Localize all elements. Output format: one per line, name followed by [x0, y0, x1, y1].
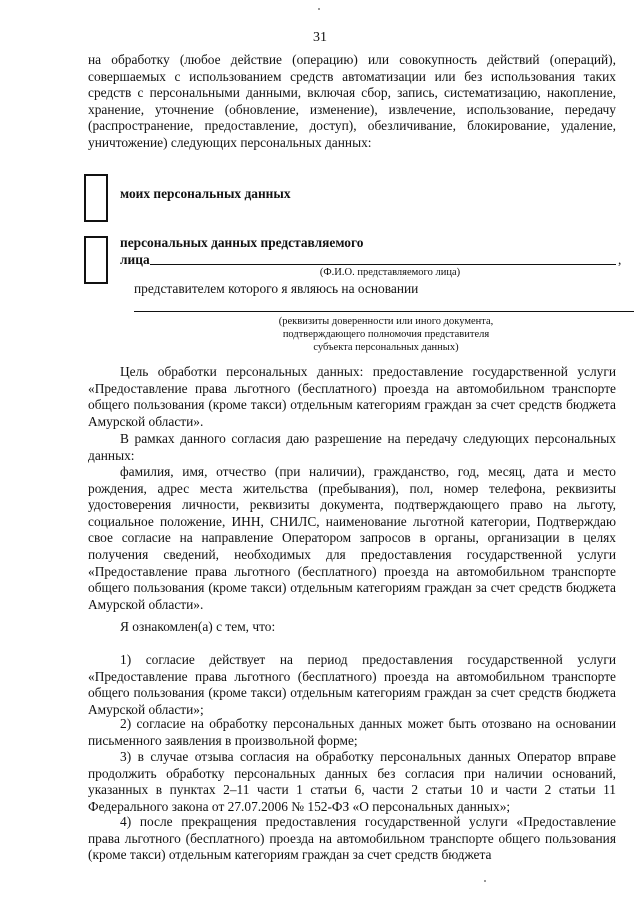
purpose-paragraph: Цель обработки персональных данных: предоставление государственной услуги «Предоставление права льготного (бесплатного) проезда на автомобильном транспорте общего пользования (кроме такси) отдельным категориям граждан за счет средств бюджета Амурской области». — [88, 364, 616, 429]
fio-caption: (Ф.И.О. представляемого лица) — [319, 267, 461, 278]
page-number: 31 — [313, 30, 327, 45]
scan-speck — [318, 8, 320, 10]
clause-1: 1) согласие действует на период предоставления государственной услуги «Предоставление права льготного (бесплатного) проезда на автомобильном транспорте общего пользования (кроме такси) отдельным категориям граждан за счет средств бюджета Амурской области»; — [88, 652, 616, 717]
option-own-data-label: моих персональных данных — [120, 186, 291, 201]
representative-basis-label: представителем которого я являюсь на основании — [134, 281, 419, 296]
option-represented-person-label: лица — [120, 252, 150, 267]
requisites-caption-1: (реквизиты доверенности или иного документа, — [278, 316, 494, 327]
requisites-field[interactable] — [134, 311, 634, 312]
transfer-paragraph: В рамках данного согласия даю разрешение на передачу следующих персональных данных: — [88, 431, 616, 463]
scan-speck — [484, 880, 486, 882]
option-represented-data-label: персональных данных представляемого — [120, 235, 364, 250]
represented-person-name-field[interactable] — [150, 264, 616, 265]
clause-3: 3) в случае отзыва согласия на обработку персональных данных Оператор вправе продолжить обработку персональных данных без согласия при наличии оснований, указанных в пунктах 2–11 части 1 статьи 6, части 2 статьи 10 и части 2 статьи 11 Федерального закона от 27.07.2006 № 152-ФЗ «О персональных данных»; — [88, 749, 616, 814]
acquainted-heading: Я ознакомлен(а) с тем, что: — [120, 619, 276, 634]
checkbox-represented-data[interactable] — [84, 236, 108, 284]
requisites-caption-3: субъекта персональных данных) — [313, 342, 459, 353]
clause-2: 2) согласие на обработку персональных данных может быть отозвано на основании письменного заявления в произвольной форме; — [88, 716, 616, 748]
intro-paragraph: на обработку (любое действие (операцию) или совокупность действий (операций), совершаемых с использованием средств автоматизации или без использования таких средств с персональными данными, включая сбор, запись, систематизацию, накопление, хранение, уточнение (обновление, изменение), извлечение, использование, передачу (распространение, предоставление, доступ), обезличивание, блокирование, удаление, уничтожение) следующих персональных данных: — [88, 52, 616, 150]
clause-4: 4) после прекращения предоставления государственной услуги «Предоставление права льготного (бесплатного) проезда на автомобильном транспорте общего пользования (кроме такси) отдельным категориям граждан за счет средств бюджета — [88, 814, 616, 863]
checkbox-own-data[interactable] — [84, 174, 108, 222]
data-list-paragraph: фамилия, имя, отчество (при наличии), гражданство, год, месяц, дата и место рождения, адрес места жительства (пребывания), пол, номер телефона, реквизиты удостоверения личности, реквизиты документа, подтверждающего право на льготу, социальное положение, ИНН, СНИЛС, наименование льготной категории, Подтверждаю свое согласие на направление Оператором запросов в органы, организации в целях получения сведений, необходимых для предоставления государственной услуги «Предоставление права льготного (бесплатного) проезда на автомобильном транспорте общего пользования (кроме такси) отдельным категориям граждан за счет средств бюджета Амурской области». — [88, 464, 616, 612]
requisites-caption-2: подтверждающего полномочия представителя — [282, 329, 490, 340]
comma: , — [618, 252, 622, 267]
